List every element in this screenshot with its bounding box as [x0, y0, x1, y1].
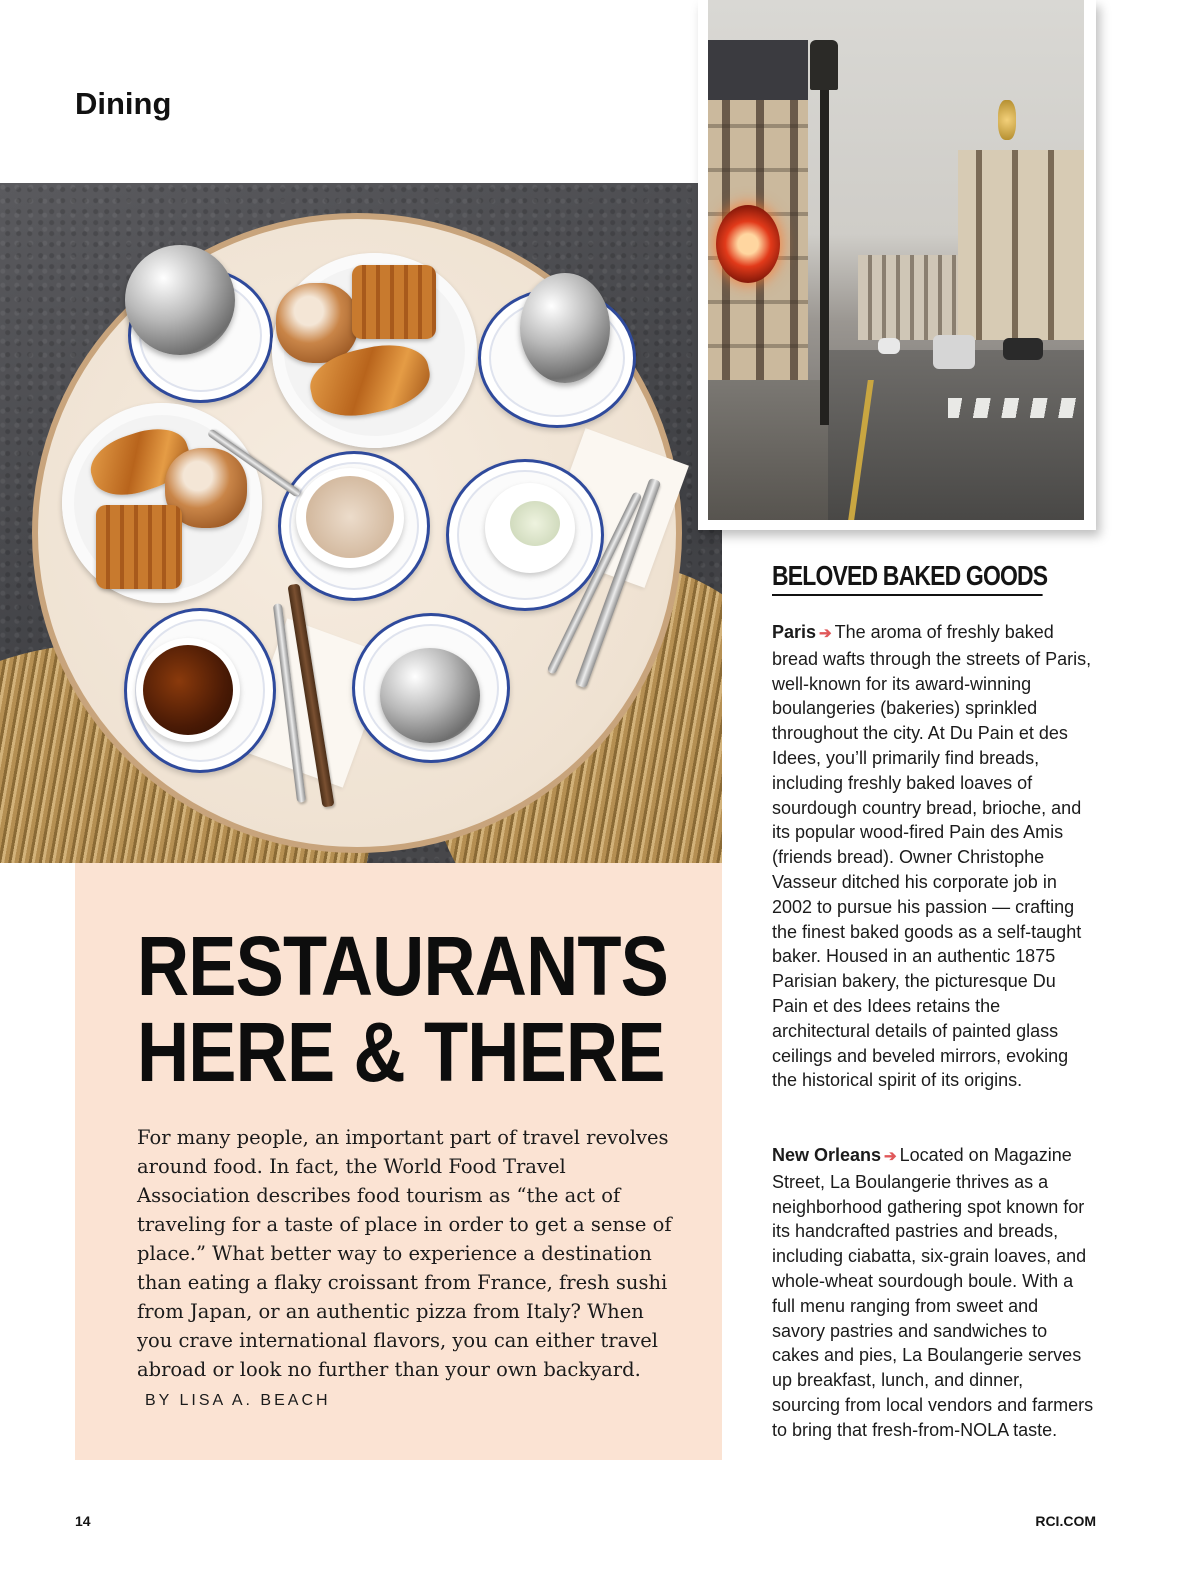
sidebar-heading: BELOVED BAKED GOODS — [772, 560, 1043, 596]
sidebar-entry-new-orleans — [772, 1143, 1094, 1443]
silver-teapot — [520, 273, 610, 383]
car — [878, 338, 900, 354]
headline-line: RESTAURANTS — [137, 919, 669, 1013]
road — [828, 350, 1084, 520]
opera-building — [958, 150, 1084, 340]
milk — [510, 501, 560, 546]
page-number: 14 — [75, 1513, 91, 1529]
city-name: Paris — [772, 622, 817, 642]
pain-au-chocolat — [96, 505, 182, 589]
car — [933, 335, 975, 369]
pain-au-chocolat — [352, 265, 436, 339]
photo-image — [708, 0, 1084, 520]
breakfast-table-photo — [0, 183, 722, 863]
entry-text: Located on Magazine Street, La Boulangerie thrives as a neighborhood gathering spot known for its handcrafted pastries and breads, including ciabatta, six-grain loaves, and whole-wheat sourdough boule. With a full menu ranging from sweet and savory pastries and sandwiches to cakes and pies, La Boulangerie serves up breakfast, lunch, and dinner, sourcing from local vendors and farmers to bring that fresh-from-NOLA taste. — [772, 1145, 1094, 1440]
arrow-icon: ➔ — [884, 1148, 897, 1165]
brioche — [276, 283, 358, 363]
intro-paragraph — [137, 1123, 682, 1415]
paris-street-photo — [698, 0, 1096, 530]
city-name: New Orleans — [772, 1145, 882, 1165]
lamp-head — [810, 40, 838, 90]
crosswalk — [948, 398, 1084, 418]
site-url: RCI.COM — [1035, 1513, 1096, 1529]
mansard-roof — [708, 40, 808, 100]
headline — [137, 919, 669, 1099]
entry-text: The aroma of freshly baked bread wafts through the streets of Paris, well-known for its award-winning boulangeries (bakeries) sprinkled throughout the city. At Du Pain et des Idees, you’ll primarily find breads, including freshly baked loaves of sourdough country bread, brioche, and its popular wood-fired Pain des Amis (friends bread). Owner Christophe Vasseur ditched his corporate job in 2002 to pursue his passion — crafting the finest baked goods as a self-taught baker. Housed in an authentic 1875 Parisian bakery, the picturesque Du Pain et des Idees retains the architectural details of painted glass ceilings and beveled mirrors, evoking the historical spirit of its origins. — [772, 622, 1092, 1091]
holiday-ornament — [716, 205, 780, 283]
milk-pitcher — [125, 245, 235, 355]
arrow-icon: ➔ — [819, 625, 832, 642]
latte — [306, 476, 394, 558]
byline: BY LISA A. BEACH — [145, 1392, 331, 1409]
tea — [143, 645, 233, 735]
intro-text: For many people, an important part of travel revolves around food. In fact, the World Food Travel Association describes food tourism as “the act of traveling for a taste of place in order to get a sense of place.” What better way to experience a destination than eating a flaky croissant from France, fresh sushi from Japan, or an authentic pizza from Italy? When you crave international flavors, you can either travel abroad or look no further than your own backyard. — [137, 1126, 672, 1381]
street-lamp — [820, 40, 829, 425]
golden-statue — [998, 100, 1016, 140]
sidebar-entry-paris — [772, 620, 1094, 1093]
feature-panel — [75, 863, 722, 1460]
distant-building — [858, 255, 968, 340]
car — [1003, 338, 1043, 360]
silver-teapot — [380, 648, 480, 743]
headline-line: HERE & THERE — [137, 1005, 665, 1099]
section-label: Dining — [75, 86, 172, 121]
